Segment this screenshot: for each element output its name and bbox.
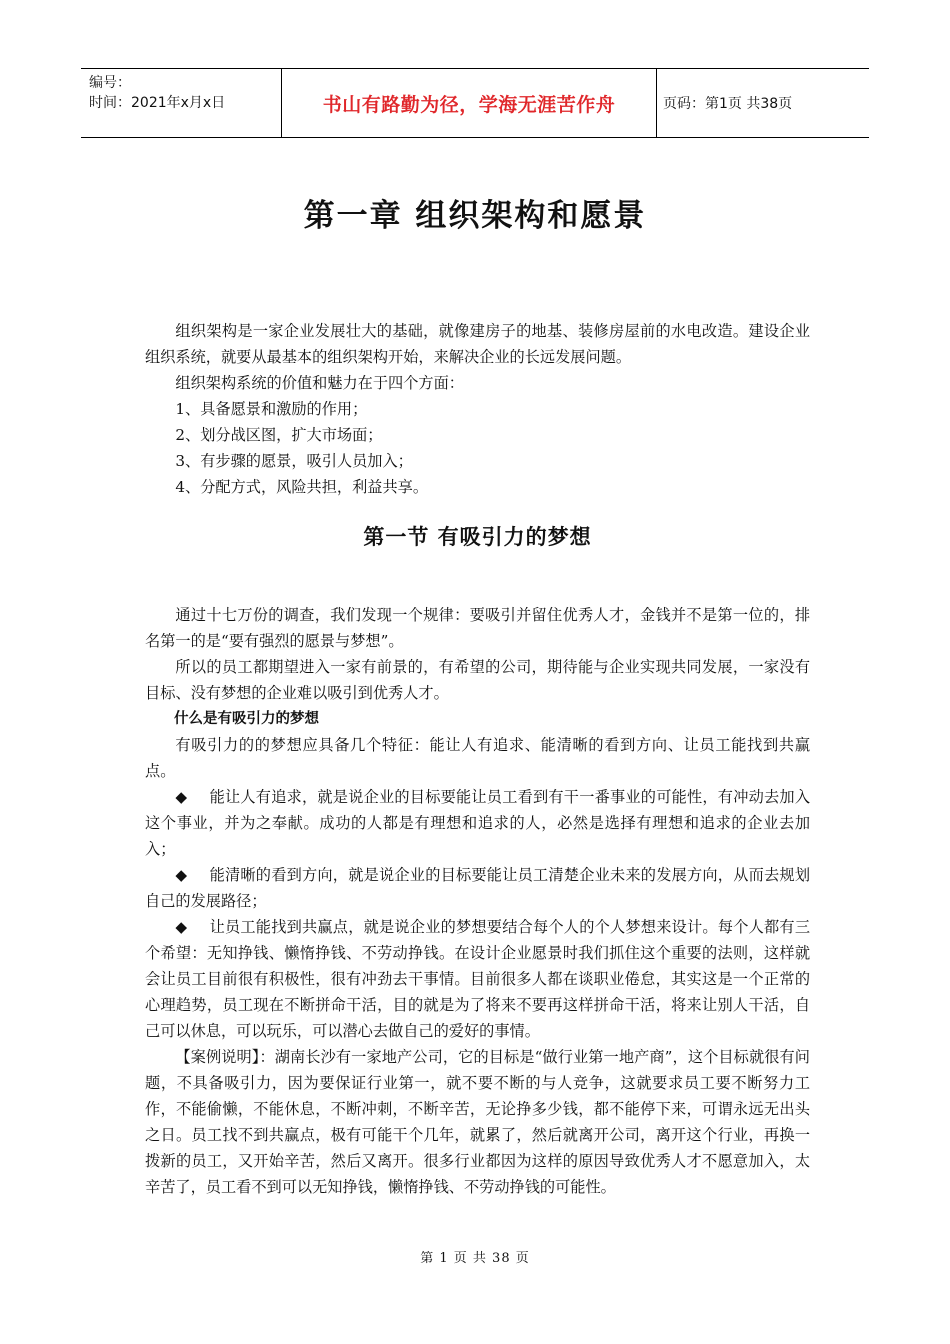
header-number-label: 编号： xyxy=(89,75,131,91)
section-paragraph-3: 有吸引力的的梦想应具备几个特征：能让人有追求、能清晰的看到方向、让员工能找到共赢点。 xyxy=(145,736,810,780)
header-time-label: 时间：2021年x月x日 xyxy=(89,95,226,111)
header-page-info: 页码：第1页 共38页 xyxy=(663,96,793,112)
page-footer: 第 1 页 共 38 页 xyxy=(420,1251,530,1266)
case-study-paragraph: 【案例说明】：湖南长沙有一家地产公司，它的目标是“做行业第一地产商”，这个目标就很有问题，不具备吸引力，因为要保证行业第一，就不要不断的与人竞争，这就要求员工要不断努力工作，不能偷懒，不能休息，不断冲刺，不断辛苦，无论挣多少钱，都不能停下来，可谓永远无出头之日。员工找不到共赢点，极有可能干个几年，就累了，然后就离开公司，离开这个行业，再换一拨新的员工，又开始辛苦，然后又离开。很多行业都因为这样的原因导致优秀人才不愿意加入，太辛苦了，员工看不到可以无知挣钱，懒惰挣钱、不劳动挣钱的可能性。 xyxy=(145,1048,810,1196)
page-header xyxy=(81,68,869,138)
bullet-item-1 xyxy=(145,784,810,862)
intro-list-item-2: 2、划分战区图，扩大市场面； xyxy=(175,426,383,444)
intro-list-item-4: 4、分配方式，风险共担，利益共享。 xyxy=(175,478,429,496)
section-paragraph-2: 所以的员工都期望进入一家有前景的，有希望的公司，期待能与企业实现共同发展，一家没有目标、没有梦想的企业难以吸引到优秀人才。 xyxy=(145,658,810,702)
header-meta xyxy=(81,69,282,137)
section-paragraph-1: 通过十七万份的调查，我们发现一个规律：要吸引并留住优秀人才，金钱并不是第一位的，排名第一的是“要有强烈的愿景与梦想”。 xyxy=(145,606,810,650)
bullet-item-2 xyxy=(145,862,810,914)
diamond-bullet-icon: ◆ xyxy=(175,918,188,936)
bullet-item-2-text: 能清晰的看到方向，就是说企业的目标要能让员工清楚企业未来的发展方向，从而去规划自己的发展路径； xyxy=(145,866,810,910)
bullet-item-3-text: 让员工能找到共赢点，就是说企业的梦想要结合每个人的个人梦想来设计。每个人都有三个希望：无知挣钱、懒惰挣钱、不劳动挣钱。在设计企业愿景时我们抓住这个重要的法则，这样就会让员工目前很有积极性，很有冲劲去干事情。目前很多人都在谈职业倦怠，其实这是一个正常的心理趋势，员工现在不断拼命干活，目的就是为了将来不要再这样拼命干活，将来让别人干活，自己可以休息，可以玩乐，可以潜心去做自己的爱好的事情。 xyxy=(145,918,810,1040)
section-title: 第一节 有吸引力的梦想 xyxy=(363,525,592,549)
diamond-bullet-icon: ◆ xyxy=(175,866,188,884)
document-body xyxy=(145,318,810,1200)
header-motto: 书山有路勤为径，学海无涯苦作舟 xyxy=(282,69,657,137)
intro-paragraph-1: 组织架构是一家企业发展壮大的基础，就像建房子的地基、装修房屋前的水电改造。建设企业组织系统，就要从最基本的组织架构开始，来解决企业的长远发展问题。 xyxy=(145,322,810,366)
intro-list-item-1: 1、具备愿景和激励的作用； xyxy=(175,400,368,418)
bullet-item-1-text: 能让人有追求，就是说企业的目标要能让员工看到有干一番事业的可能性，有冲动去加入这个事业，并为之奉献。成功的人都是有理想和追求的人，必然是选择有理想和追求的企业去加入； xyxy=(145,788,810,858)
diamond-bullet-icon: ◆ xyxy=(175,788,188,806)
intro-list-item-3: 3、有步骤的愿景，吸引人员加入； xyxy=(175,452,413,470)
bullet-item-3 xyxy=(145,914,810,1044)
chapter-title: 第一章 组织架构和愿景 xyxy=(303,198,647,234)
intro-paragraph-2: 组织架构系统的价值和魅力在于四个方面： xyxy=(175,374,464,392)
section-subheading: 什么是有吸引力的梦想 xyxy=(174,711,319,727)
